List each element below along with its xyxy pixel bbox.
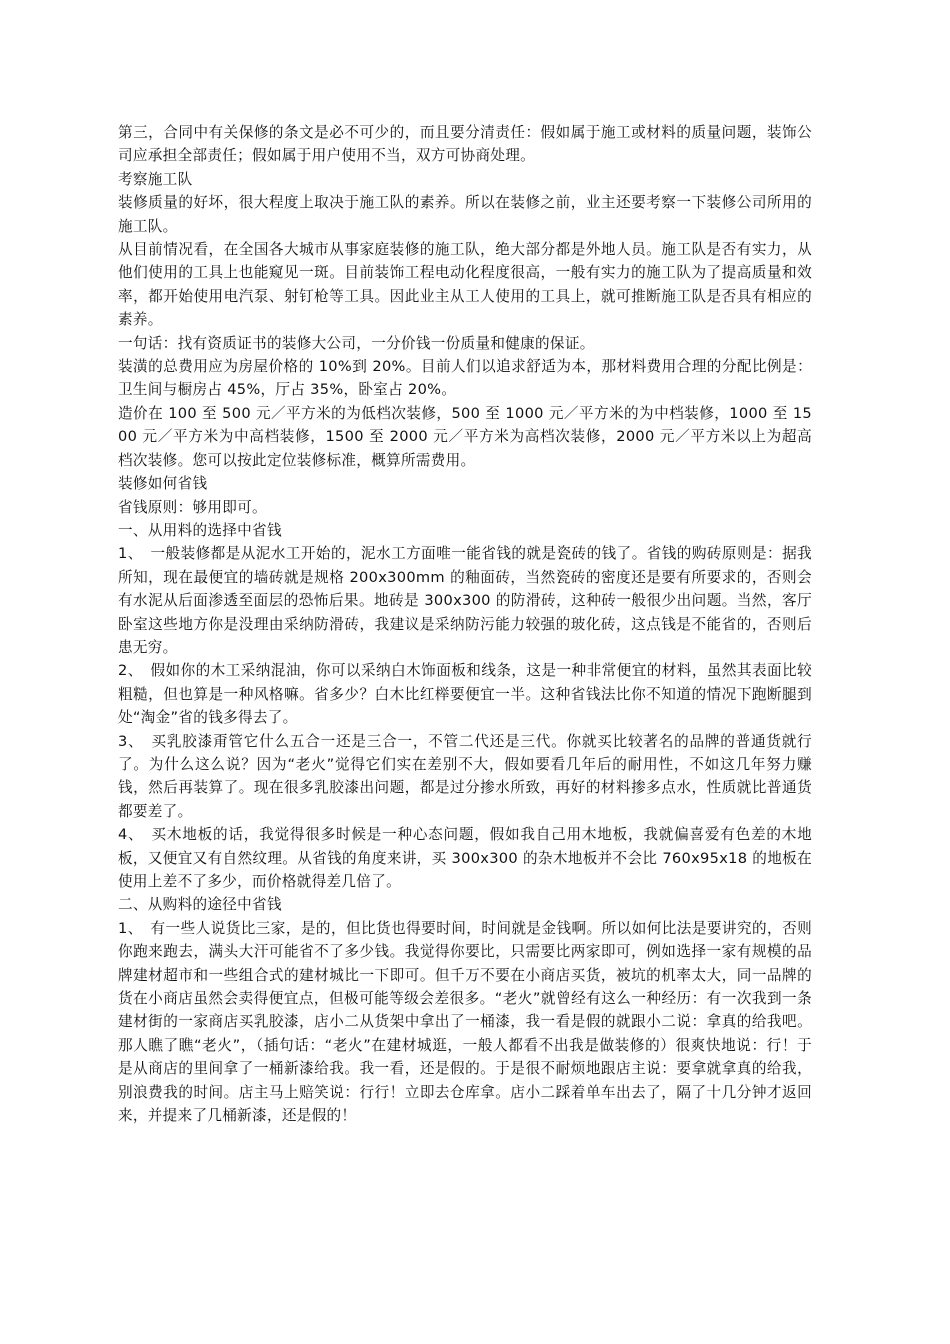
list-item-latex-paint: 3、 买乳胶漆甭管它什么五合一还是三合一，不管二代还是三代。你就买比较著名的品牌的普通货就行了。为什么这么说？因为“老火”觉得它们实在差别不大，假如要看几年后的耐用性，不如这几年努力赚钱，然后再装算了。现在很多乳胶漆出问题，都是过分掺水所致，再好的材料掺多点水，性质就比普通货都要差了。 (118, 732, 812, 820)
list-item-wood-veneer: 2、 假如你的木工采纳混油，你可以采纳白木饰面板和线条，这是一种非常便宜的材料，虽然其表面比较粗糙，但也算是一种风格嘛。省多少？白木比红榉要便宜一半。这种省钱法比你不知道的情况下跑断腿到处“淘金”省的钱多得去了。 (118, 662, 812, 727)
list-item-tiles: 1、 一般装修都是从泥水工开始的，泥水工方面唯一能省钱的就是瓷砖的钱了。省钱的购砖原则是：据我所知，现在最便宜的墙砖就是规格 200x300mm 的釉面砖，当然瓷砖的密度还是要有所要求的，否则会有水泥从后面渗透至面层的恐怖后果。地砖是 300x300 的防滑砖，这种砖一般很少出问题。当然，客厅卧室这些地方你是没理由采纳防滑砖，我建议是采纳防污能力较强的玻化砖，这点钱是不能省的，否则后患无穷。 (118, 545, 812, 656)
document-body (118, 121, 812, 1127)
paragraph-cost-ratio: 装潢的总费用应为房屋价格的 10%到 20%。目前人们以追求舒适为本，那材料费用合理的分配比例是：卫生间与橱房占 45%，厅占 35%，卧室占 20%。 (118, 358, 812, 399)
paragraph-save-principle: 省钱原则：够用即可。 (118, 498, 267, 516)
paragraph-warranty-clause: 第三，合同中有关保修的条文是必不可少的，而且要分清责任：假如属于施工或材料的质量问题，装饰公司应承担全部责任；假如属于用户使用不当，双方可协商处理。 (118, 124, 812, 165)
list-item-wood-floor: 4、 买木地板的话，我觉得很多时候是一种心态问题，假如我自己用木地板，我就偏喜爱有色差的木地板，又便宜又有自然纹理。从省钱的角度来讲，买 300x300 的杂木地板并不会比 760x95x18 的地板在使用上差不了多少，而价格就得差几倍了。 (118, 826, 812, 890)
heading-save-money: 装修如何省钱 (118, 475, 208, 493)
heading-material-selection: 一、从用料的选择中省钱 (118, 521, 282, 539)
paragraph-price-tiers: 造价在 100 至 500 元／平方米的为低档次装修，500 至 1000 元／平方米的为中档装修，1000 至 1500 元／平方米为中高档装修，1500 至 2000 元／平方米为高档次装修，2000 元／平方米以上为超高档次装修。您可以按此定位装修标准，概算所需费用。 (118, 404, 812, 469)
heading-inspect-crew: 考察施工队 (118, 170, 193, 188)
paragraph-crew-quality: 装修质量的好坏，很大程度上取决于施工队的素养。所以在装修之前，业主还要考察一下装修公司所用的施工队。 (118, 194, 812, 235)
heading-purchase-channel: 二、从购料的途径中省钱 (118, 896, 282, 914)
paragraph-crew-tools: 从目前情况看，在全国各大城市从事家庭装修的施工队，绝大部分都是外地人员。施工队是否有实力，从他们使用的工具上也能窥见一斑。目前装饰工程电动化程度很高，一般有实力的施工队为了提高质量和效率，都开始使用电汽泵、射钉枪等工具。因此业主从工人使用的工具上，就可推断施工队是否具有相应的素养。 (118, 241, 812, 329)
paragraph-summary: 一句话：找有资质证书的装修大公司，一分价钱一份质量和健康的保证。 (118, 334, 595, 352)
list-item-compare-shops: 1、 有一些人说货比三家，是的，但比货也得要时间，时间就是金钱啊。所以如何比法是要讲究的，否则你跑来跑去，满头大汗可能省不了多少钱。我觉得你要比，只需要比两家即可，例如选择一家有规模的品牌建材超市和一些组合式的建材城比一下即可。但千万不要在小商店买货，被坑的机率太大，同一品牌的货在小商店虽然会卖得便宜点，但极可能等级会差很多。“老火”就曾经有这么一种经历：有一次我到一条建材街的一家商店买乳胶漆，店小二从货架中拿出了一桶漆，我一看是假的就跟小二说：拿真的给我吧。那人瞧了瞧“老火”，（插句话：“老火”在建材城逛，一般人都看不出我是做装修的）很爽快地说：行！于是从商店的里间拿了一桶新漆给我。我一看，还是假的。于是很不耐烦地跟店主说：要拿就拿真的给我，别浪费我的时间。店主马上赔笑说：行行！立即去仓库拿。店小二踩着单车出去了，隔了十几分钟才返回来，并提来了几桶新漆，还是假的！ (118, 919, 812, 1125)
